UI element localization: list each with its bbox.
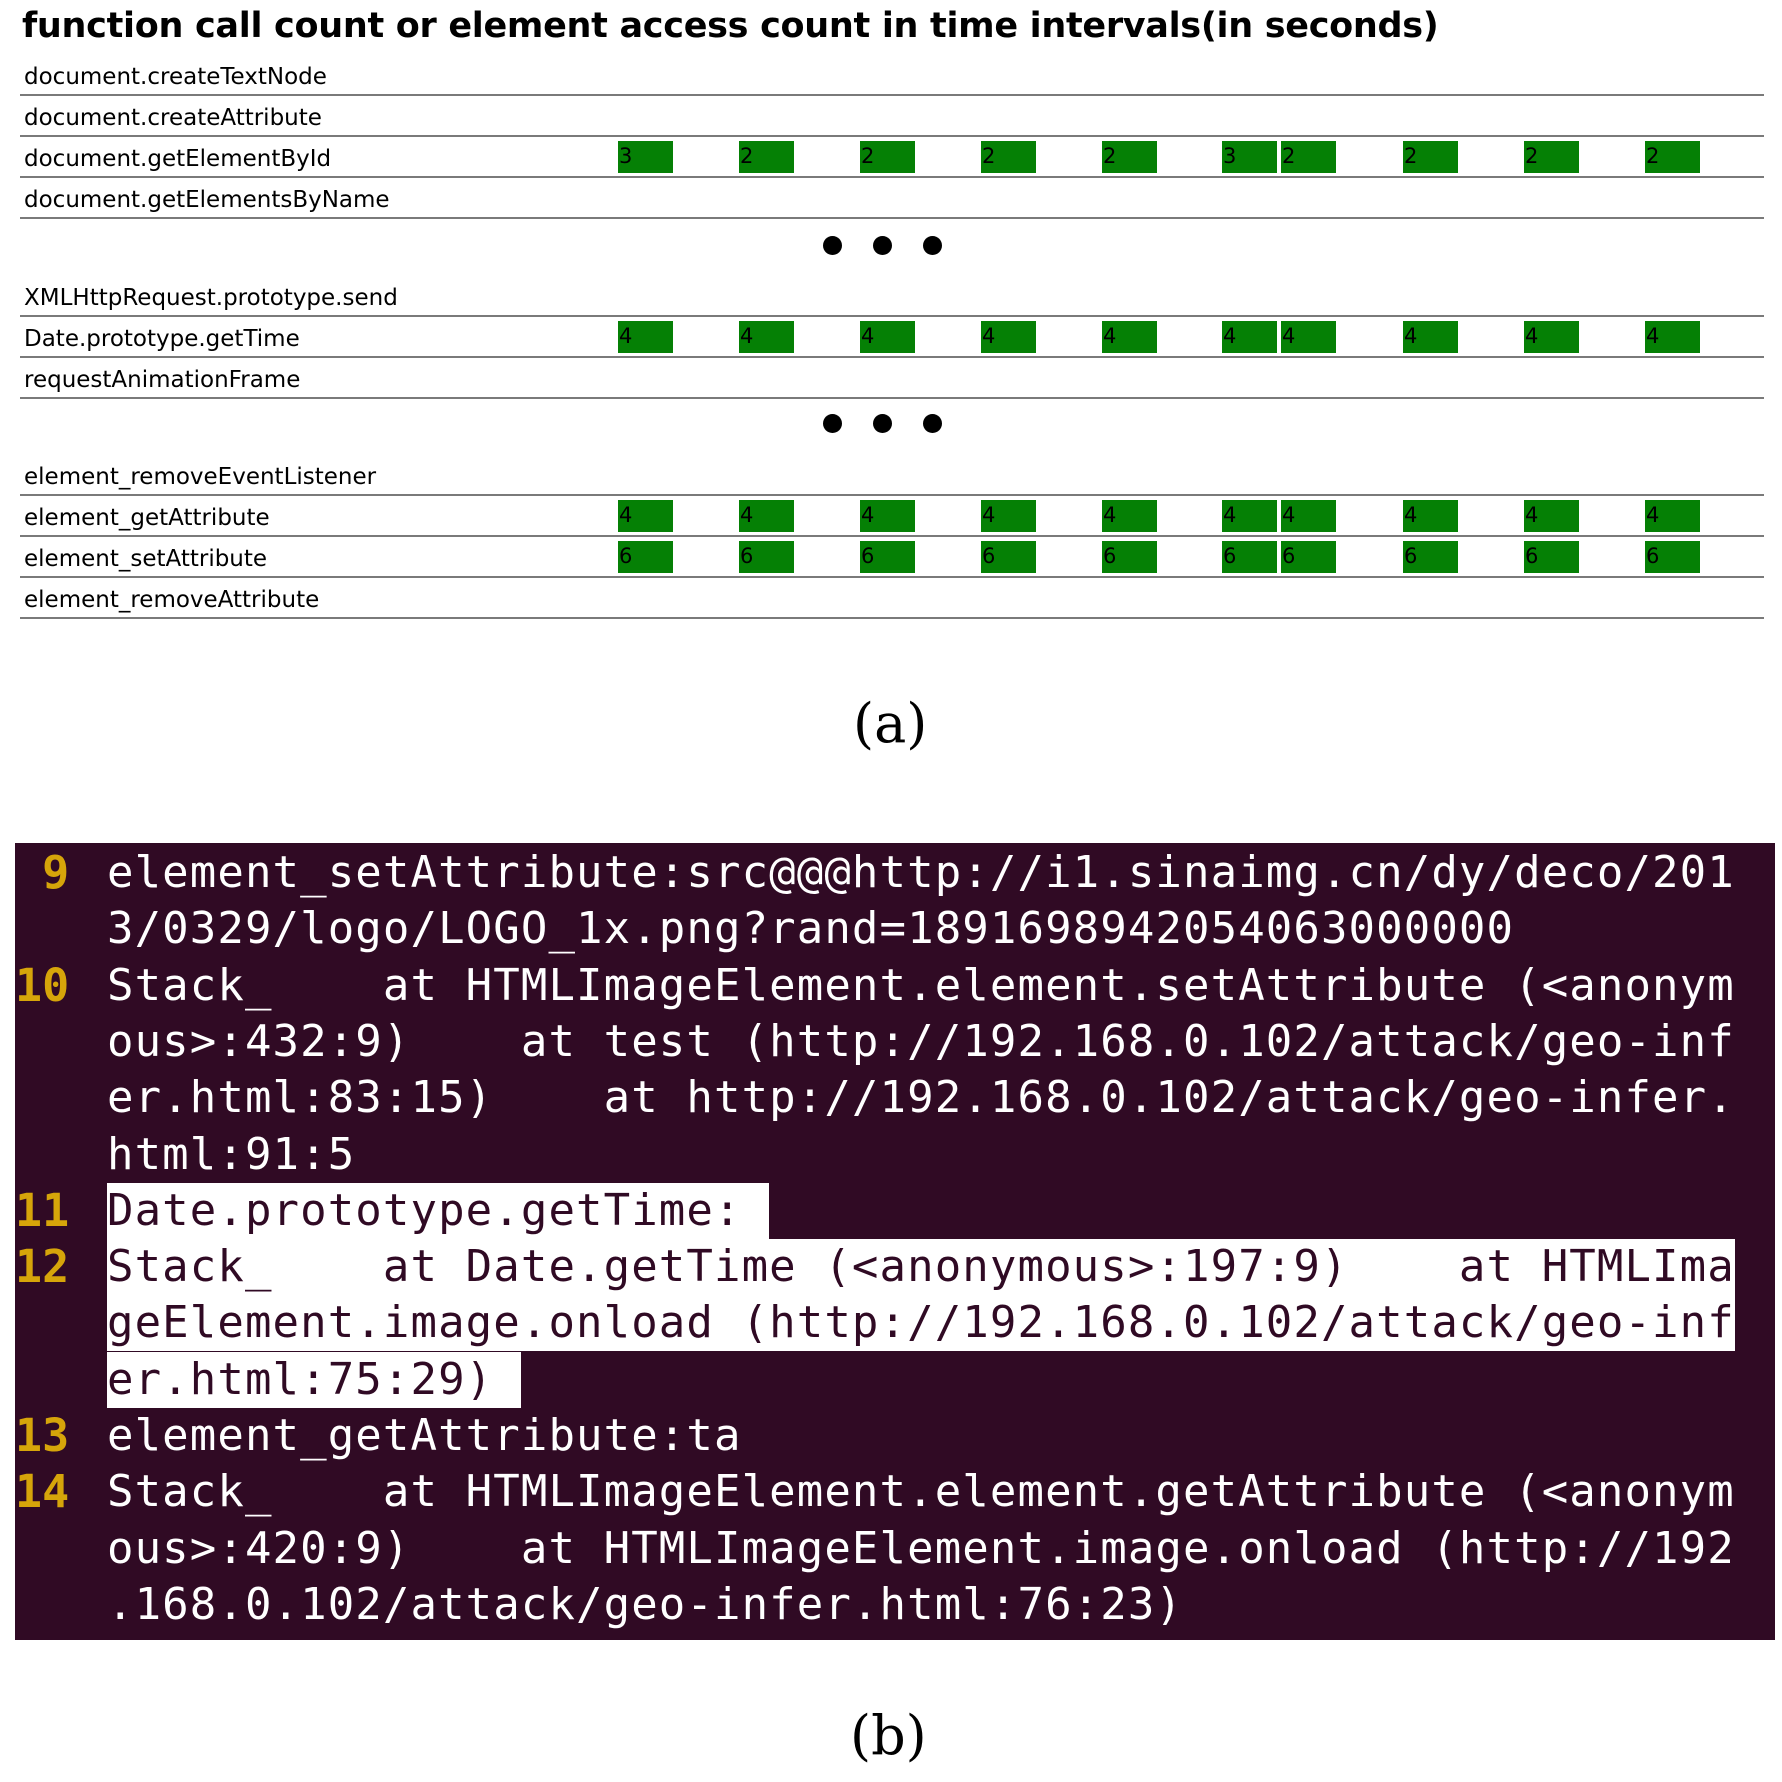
- timeline-row: [20, 274, 1764, 317]
- selected-output-line[interactable]: Stack_ at Date.getTime (<anonymous>:197:9) at HTMLIma: [107, 1239, 1735, 1295]
- count-cell: 4: [1403, 500, 1458, 532]
- count-cell: 6: [739, 541, 794, 573]
- output-line[interactable]: Stack_ at HTMLImageElement.element.getAttribute (<anonym: [107, 1466, 1735, 1517]
- output-line[interactable]: .168.0.102/attack/geo-infer.html:76:23): [107, 1579, 1184, 1630]
- count-cell: 2: [1102, 141, 1157, 173]
- function-label: element_removeAttribute: [24, 587, 320, 613]
- count-cell: 4: [618, 321, 673, 353]
- count-cell: 4: [1645, 321, 1700, 353]
- count-cell: 2: [981, 141, 1036, 173]
- panel-b-terminal: [15, 843, 1775, 1640]
- count-cell: 6: [618, 541, 673, 573]
- timeline-row: [20, 53, 1764, 96]
- count-cell: 6: [860, 541, 915, 573]
- function-label: document.createTextNode: [24, 64, 327, 90]
- timeline-row: [20, 94, 1764, 137]
- count-cell: 4: [1403, 321, 1458, 353]
- count-cell: 4: [1102, 321, 1157, 353]
- output-line[interactable]: element_setAttribute:src@@@http://i1.sinaimg.cn/dy/deco/201: [107, 847, 1735, 898]
- output-line[interactable]: ous>:432:9) at test (http://192.168.0.102/attack/geo-inf: [107, 1016, 1735, 1067]
- count-cell: 6: [981, 541, 1036, 573]
- count-cell: 4: [860, 500, 915, 532]
- count-cell: 2: [860, 141, 915, 173]
- timeline-row: [20, 535, 1764, 578]
- count-cell: 4: [1524, 500, 1579, 532]
- count-cell: 4: [981, 321, 1036, 353]
- function-label: document.createAttribute: [24, 105, 322, 131]
- ellipsis-dot: [873, 236, 892, 255]
- count-cell: 4: [618, 500, 673, 532]
- output-line[interactable]: element_getAttribute:ta: [107, 1410, 742, 1461]
- ellipsis-dot: [823, 414, 842, 433]
- function-label: element_setAttribute: [24, 546, 268, 572]
- count-cell: 2: [1524, 141, 1579, 173]
- selected-output-line[interactable]: geElement.image.onload (http://192.168.0.102/attack/geo-inf: [107, 1295, 1735, 1351]
- function-label: element_getAttribute: [24, 505, 270, 531]
- output-line[interactable]: Stack_ at HTMLImageElement.element.setAttribute (<anonym: [107, 960, 1735, 1011]
- count-cell: 6: [1281, 541, 1336, 573]
- function-label: document.getElementsByName: [24, 187, 390, 213]
- panel-a-timeline: [20, 0, 1770, 640]
- timeline-row: [20, 135, 1764, 178]
- timeline-row: [20, 356, 1764, 399]
- line-number: 11: [15, 1184, 70, 1237]
- timeline-title: function call count or element access count in time intervals(in seconds): [22, 6, 1439, 46]
- ellipsis-dot: [923, 236, 942, 255]
- ellipsis-dot: [923, 414, 942, 433]
- count-cell: 4: [1222, 500, 1277, 532]
- line-number: 14: [15, 1465, 70, 1518]
- count-cell: 4: [739, 321, 794, 353]
- count-cell: 4: [981, 500, 1036, 532]
- timeline-row: [20, 494, 1764, 537]
- count-cell: 6: [1102, 541, 1157, 573]
- selected-output-line[interactable]: er.html:75:29): [107, 1352, 521, 1408]
- count-cell: 2: [1645, 141, 1700, 173]
- count-cell: 6: [1222, 541, 1277, 573]
- timeline-row: [20, 576, 1764, 619]
- count-cell: 3: [618, 141, 673, 173]
- function-label: requestAnimationFrame: [24, 367, 301, 393]
- function-label: element_removeEventListener: [24, 464, 377, 490]
- count-cell: 4: [1281, 321, 1336, 353]
- count-cell: 2: [739, 141, 794, 173]
- ellipsis-dot: [823, 236, 842, 255]
- line-number: 9: [15, 846, 70, 899]
- output-line[interactable]: ous>:420:9) at HTMLImageElement.image.onload (http://192: [107, 1523, 1735, 1574]
- count-cell: 2: [1281, 141, 1336, 173]
- caption-b: (b): [850, 1704, 927, 1767]
- timeline-row: [20, 176, 1764, 219]
- line-number: 12: [15, 1240, 70, 1293]
- caption-a: (a): [853, 692, 928, 755]
- count-cell: 4: [1102, 500, 1157, 532]
- selected-output-line[interactable]: Date.prototype.getTime:: [107, 1183, 769, 1239]
- count-cell: 4: [1524, 321, 1579, 353]
- count-cell: 4: [1645, 500, 1700, 532]
- output-line[interactable]: 3/0329/logo/LOGO_1x.png?rand=1891698942054063000000: [107, 903, 1515, 954]
- output-line[interactable]: er.html:83:15) at http://192.168.0.102/attack/geo-infer.: [107, 1072, 1735, 1123]
- timeline-row: [20, 453, 1764, 496]
- timeline-row: [20, 315, 1764, 358]
- count-cell: 6: [1645, 541, 1700, 573]
- count-cell: 2: [1403, 141, 1458, 173]
- count-cell: 4: [860, 321, 915, 353]
- function-label: document.getElementById: [24, 146, 332, 172]
- ellipsis-dot: [873, 414, 892, 433]
- count-cell: 4: [1281, 500, 1336, 532]
- count-cell: 4: [1222, 321, 1277, 353]
- count-cell: 6: [1524, 541, 1579, 573]
- line-number: 13: [15, 1409, 70, 1462]
- output-line[interactable]: html:91:5: [107, 1129, 356, 1180]
- function-label: XMLHttpRequest.prototype.send: [24, 285, 398, 311]
- count-cell: 3: [1222, 141, 1277, 173]
- function-label: Date.prototype.getTime: [24, 326, 300, 352]
- count-cell: 6: [1403, 541, 1458, 573]
- count-cell: 4: [739, 500, 794, 532]
- line-number: 10: [15, 959, 70, 1012]
